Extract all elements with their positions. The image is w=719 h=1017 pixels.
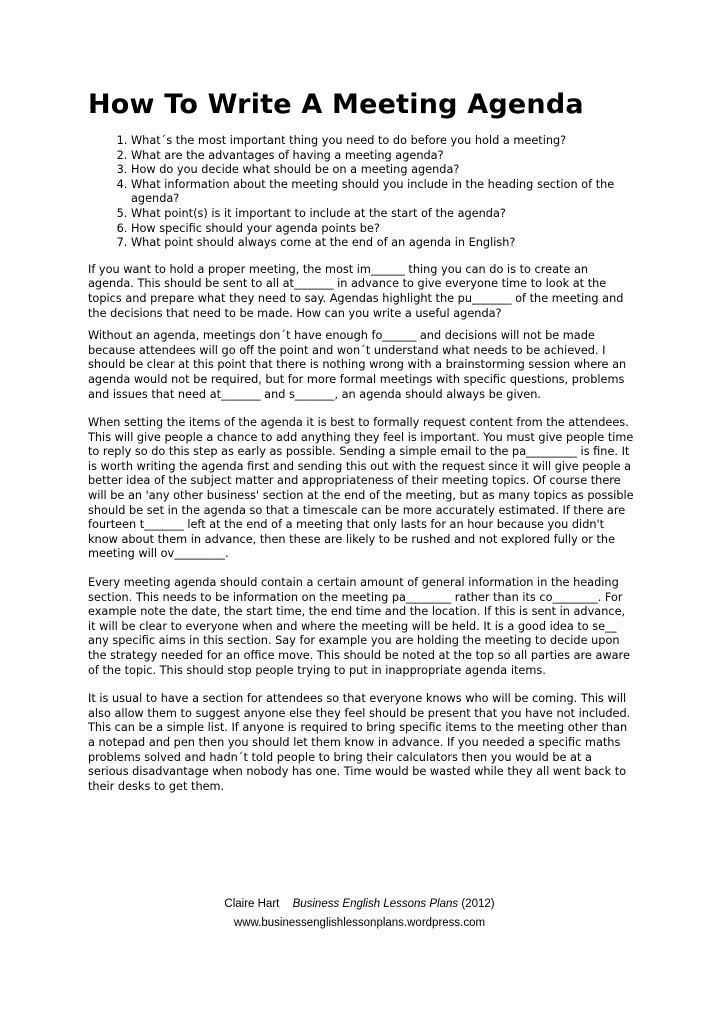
footer-website: www.businessenglishlessonplans.wordpress.com (233, 917, 486, 929)
body-paragraph: If you want to hold a proper meeting, the most im______ thing you can do is to create an agenda. This should be sent to all at_______ in advance to give everyone time to look at the topics and prepare what they need to say. Agendas highlight the pu_______ of the meeting and the decisions that need to be made. How can you write a useful agenda? (88, 262, 624, 320)
question-item: 7. What point should always come at the end of an agenda in English? (131, 236, 636, 251)
question-list (88, 134, 636, 251)
question-item: 1. What´s the most important thing you need to do before you hold a meeting? (131, 134, 636, 149)
footer-year: (2012) (461, 898, 495, 910)
body-paragraph: It is usual to have a section for attendees so that everyone knows who will be coming. This will also allow them to suggest anyone else they feel should be present that you have not included. This can be a simple list. If anyone is required to bring specific items to the meeting other than a notepad and pen then you should let them know in advance. If you needed a specific maths problems solved and hadn´t told people to bring their calculators then you would be at a serious disadvantage when nobody has one. Time would be wasted while they all went back to their desks to get them. (88, 692, 631, 793)
document-page (88, 86, 636, 794)
footer-author: Claire Hart (224, 898, 280, 910)
footer-publication: Business English Lessons Plans (292, 898, 459, 910)
body-paragraph: Every meeting agenda should contain a certain amount of general information in the heading section. This needs to be information on the meeting pa________ rather than its co________. For example note the date, the start time, the end time and the location. If this is sent in advance, it will be clear to everyone when and where the meeting will be held. It is a good idea to se__ any specific aims in this section. Say for example you are holding the meeting to decide upon the strategy needed for an office move. This should be noted at the top so all parties are aware of the topic. This should stop people trying to put in inappropriate agenda items. (88, 576, 630, 677)
question-item: 4. What information about the meeting should you include in the heading section of the agenda? (131, 178, 636, 207)
question-item: 5. What point(s) is it important to include at the start of the agenda? (131, 207, 636, 222)
page-footer (0, 895, 719, 933)
question-item: 2. What are the advantages of having a meeting agenda? (131, 149, 636, 164)
body-paragraph: Without an agenda, meetings don´t have enough fo______ and decisions will not be made because attendees will go off the point and won´t understand what needs to be achieved. I should be clear at this point that there is nothing wrong with a brainstorming session where an agenda would not be required, but for more formal meetings with specific questions, problems and issues that need at_______ and s_______, an agenda should always be given. (88, 329, 627, 401)
page-title: How To Write A Meeting Agenda (88, 89, 584, 120)
question-item: 6. How specific should your agenda points be? (131, 222, 636, 237)
question-item: 3. How do you decide what should be on a meeting agenda? (131, 163, 636, 178)
footer-credit-line (0, 895, 719, 914)
body-paragraph: When setting the items of the agenda it is best to formally request content from the attendees. This will give people a chance to add anything they feel is important. You must give people time to reply so do this step as early as possible. Sending a simple email to the pa_________ is fine. It is worth writing the agenda first and sending this out with the request since it will give people a better idea of the subject matter and appropriateness of their meeting topics. Of course there will be an 'any other business' section at the end of the meeting, but as many topics as possible should be set in the agenda so that a timescale can be more accurately estimated. If there are fourteen t_______ left at the end of a meeting that only lasts for an hour because you didn't know about them in advance, then these are likely to be rushed and not explored fully or the meeting will ov_________. (88, 416, 634, 561)
